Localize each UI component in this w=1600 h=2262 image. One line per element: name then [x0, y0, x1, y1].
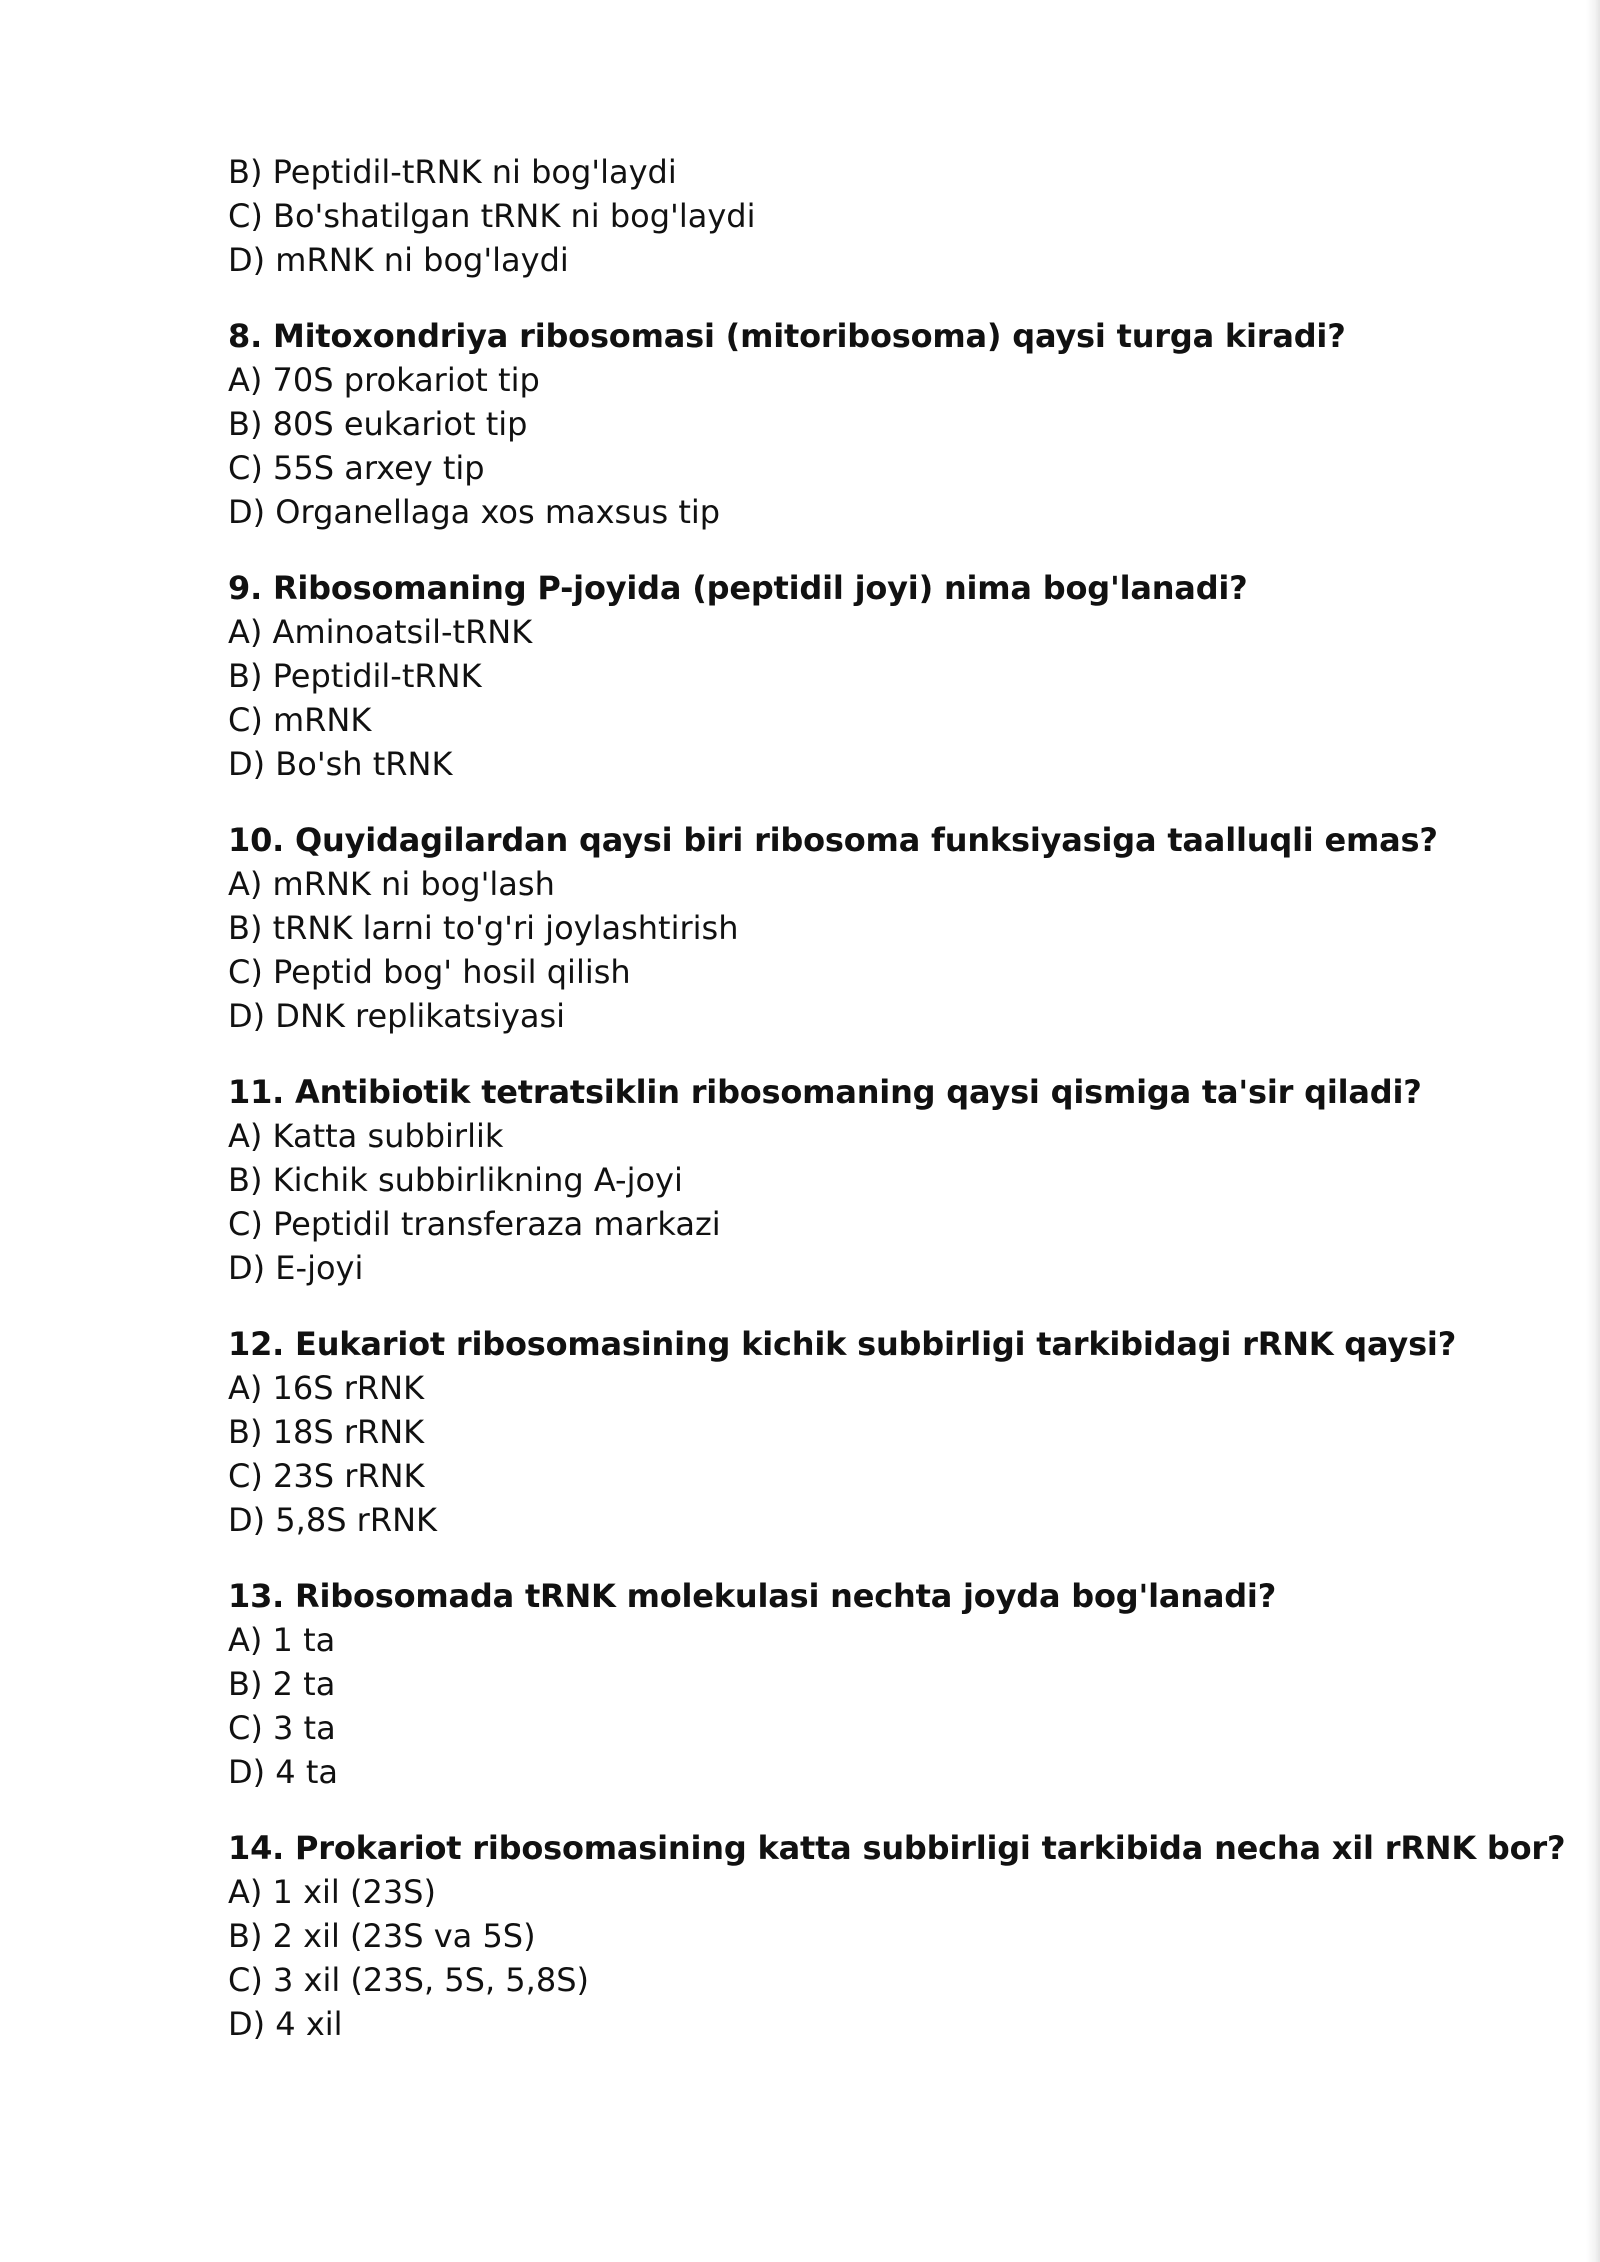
option-line: B) 80S eukariot tip [228, 405, 528, 443]
page-edge-shadow [1586, 0, 1600, 2262]
option-line: C) 3 xil (23S, 5S, 5,8S) [228, 1961, 589, 1999]
option-line: B) tRNK larni to'g'ri joylashtirish [228, 909, 739, 947]
option-line: B) Peptidil-tRNK [228, 657, 482, 695]
option-line: C) Bo'shatilgan tRNK ni bog'laydi [228, 197, 756, 235]
question-title: 9. Ribosomaning P-joyida (peptidil joyi) nima bog'lanadi? [228, 569, 1248, 607]
option-line: B) Kichik subbirlikning A-joyi [228, 1161, 683, 1199]
option-line: D) Organellaga xos maxsus tip [228, 493, 721, 531]
question-title: 12. Eukariot ribosomasining kichik subbirligi tarkibidagi rRNK qaysi? [228, 1325, 1457, 1363]
question-10 [228, 818, 1488, 1038]
question-13 [228, 1574, 1488, 1794]
option-line: A) 16S rRNK [228, 1369, 425, 1407]
question-9 [228, 566, 1488, 786]
option-line: D) 4 xil [228, 2005, 343, 2043]
option-line: C) 23S rRNK [228, 1457, 425, 1495]
option-line: A) 1 ta [228, 1621, 336, 1659]
option-line: A) Katta subbirlik [228, 1117, 504, 1155]
question-11 [228, 1070, 1488, 1290]
question-14 [228, 1826, 1566, 2046]
option-line: C) 55S arxey tip [228, 449, 485, 487]
option-line: B) 18S rRNK [228, 1413, 425, 1451]
question-title: 13. Ribosomada tRNK molekulasi nechta joyda bog'lanadi? [228, 1577, 1277, 1615]
option-line: D) mRNK ni bog'laydi [228, 241, 569, 279]
option-line: B) 2 ta [228, 1665, 336, 1703]
option-line: B) Peptidil-tRNK ni bog'laydi [228, 153, 677, 191]
option-line: D) 5,8S rRNK [228, 1501, 437, 1539]
question-8 [228, 314, 1488, 534]
carryover-options [228, 150, 1488, 282]
option-line: A) 70S prokariot tip [228, 361, 540, 399]
option-line: C) mRNK [228, 701, 372, 739]
question-12 [228, 1322, 1488, 1542]
option-line: C) Peptid bog' hosil qilish [228, 953, 631, 991]
option-line: C) 3 ta [228, 1709, 336, 1747]
option-line: A) mRNK ni bog'lash [228, 865, 555, 903]
question-title: 10. Quyidagilardan qaysi biri ribosoma funksiyasiga taalluqli emas? [228, 821, 1438, 859]
option-line: C) Peptidil transferaza markazi [228, 1205, 721, 1243]
option-line: D) Bo'sh tRNK [228, 745, 453, 783]
question-title: 14. Prokariot ribosomasining katta subbirligi tarkibida necha xil rRNK bor? [228, 1829, 1566, 1867]
question-title: 11. Antibiotik tetratsiklin ribosomaning qaysi qismiga ta'sir qiladi? [228, 1073, 1422, 1111]
option-line: D) DNK replikatsiyasi [228, 997, 566, 1035]
document-body [228, 150, 1566, 2046]
option-line: D) E-joyi [228, 1249, 364, 1287]
option-line: A) Aminoatsil-tRNK [228, 613, 533, 651]
option-line: D) 4 ta [228, 1753, 338, 1791]
question-title: 8. Mitoxondriya ribosomasi (mitoribosoma) qaysi turga kiradi? [228, 317, 1346, 355]
option-line: A) 1 xil (23S) [228, 1873, 436, 1911]
option-line: B) 2 xil (23S va 5S) [228, 1917, 536, 1955]
